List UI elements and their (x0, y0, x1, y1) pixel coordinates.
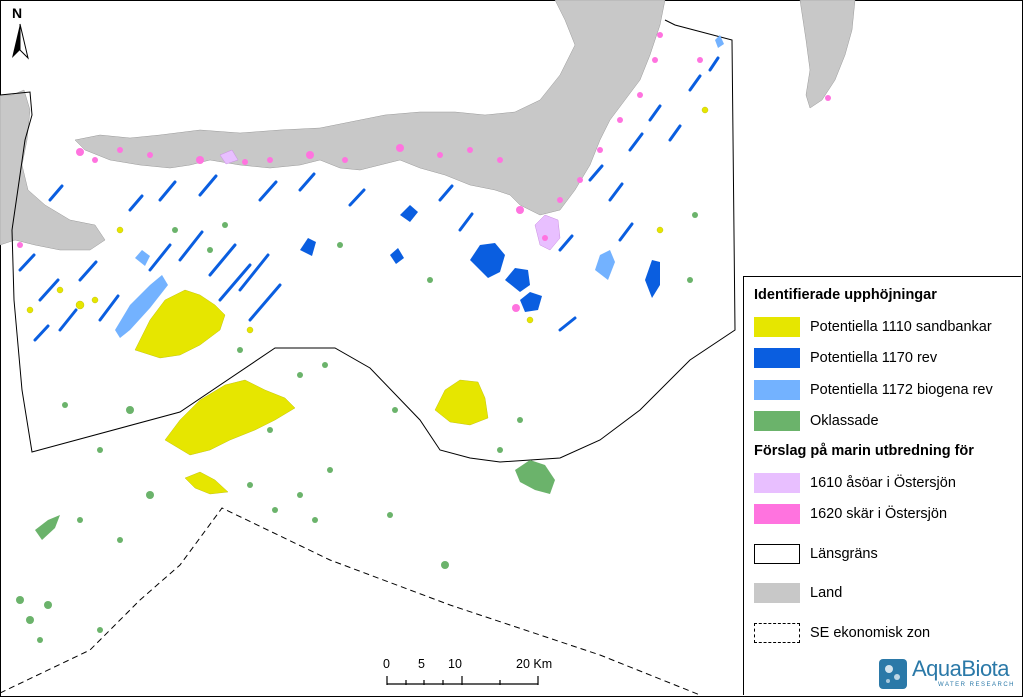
legend-item-land (754, 578, 1021, 610)
legend-item-sandbank (754, 311, 1021, 343)
legend-swatch-reef (754, 348, 800, 368)
legend-label: Land (810, 585, 843, 602)
legend-heading-elevations: Identifierade upphöjningar (754, 287, 937, 303)
legend-label: SE ekonomisk zon (810, 624, 931, 641)
legend-item-economic-zone (754, 617, 1021, 649)
scale-tick-0: 0 (383, 657, 390, 671)
logo-name: AquaBiota (912, 656, 1010, 681)
aquabiota-logo (878, 656, 1018, 692)
legend-swatch-unclassified (754, 411, 800, 431)
legend-item-reef (754, 343, 1021, 375)
skerry-features (17, 32, 831, 312)
legend-label: Länsgräns (810, 545, 878, 562)
legend-item-county-boundary (754, 538, 1021, 570)
north-label: N (12, 5, 23, 21)
legend-label: 1610 åsöar i Östersjön (810, 474, 956, 491)
legend-item-esker-islands (754, 467, 1021, 499)
legend-label: Potentiella 1110 sandbankar (810, 318, 992, 335)
legend-label: 1620 skär i Östersjön (810, 506, 948, 523)
economic-zone-boundary (0, 508, 700, 695)
legend-item-biogenic-reef (754, 374, 1021, 406)
scale-tick-20: 20 Km (516, 657, 553, 671)
legend-swatch-skerries (754, 504, 800, 524)
legend-swatch-biogenic-reef (754, 380, 800, 400)
land-main (75, 0, 665, 215)
legend-swatch-land (754, 583, 800, 603)
unclassified-features (16, 212, 698, 643)
land-east-island (800, 0, 855, 108)
scale-tick-10: 10 (448, 657, 462, 671)
legend-item-unclassified (754, 406, 1021, 438)
scale-bar (387, 676, 538, 685)
legend (743, 276, 1021, 695)
legend-label: Potentiella 1172 biogena rev (810, 381, 993, 398)
legend-swatch-economic-zone (754, 623, 800, 643)
legend-swatch-esker-islands (754, 473, 800, 493)
legend-swatch-county-boundary (754, 544, 800, 564)
legend-label: Potentiella 1170 rev (810, 350, 938, 367)
land-west (0, 90, 105, 250)
legend-swatch-sandbank (754, 317, 800, 337)
scale-tick-5: 5 (418, 657, 425, 671)
logo-tagline: WATER RESEARCH (938, 682, 1016, 688)
legend-heading-proposal: Förslag på marin utbredning för (754, 443, 974, 459)
north-arrow (12, 24, 28, 58)
legend-label: Oklassade (810, 413, 879, 430)
legend-item-skerries (754, 499, 1021, 531)
logo-bubble-icon (878, 658, 908, 690)
land-layer (0, 0, 855, 250)
